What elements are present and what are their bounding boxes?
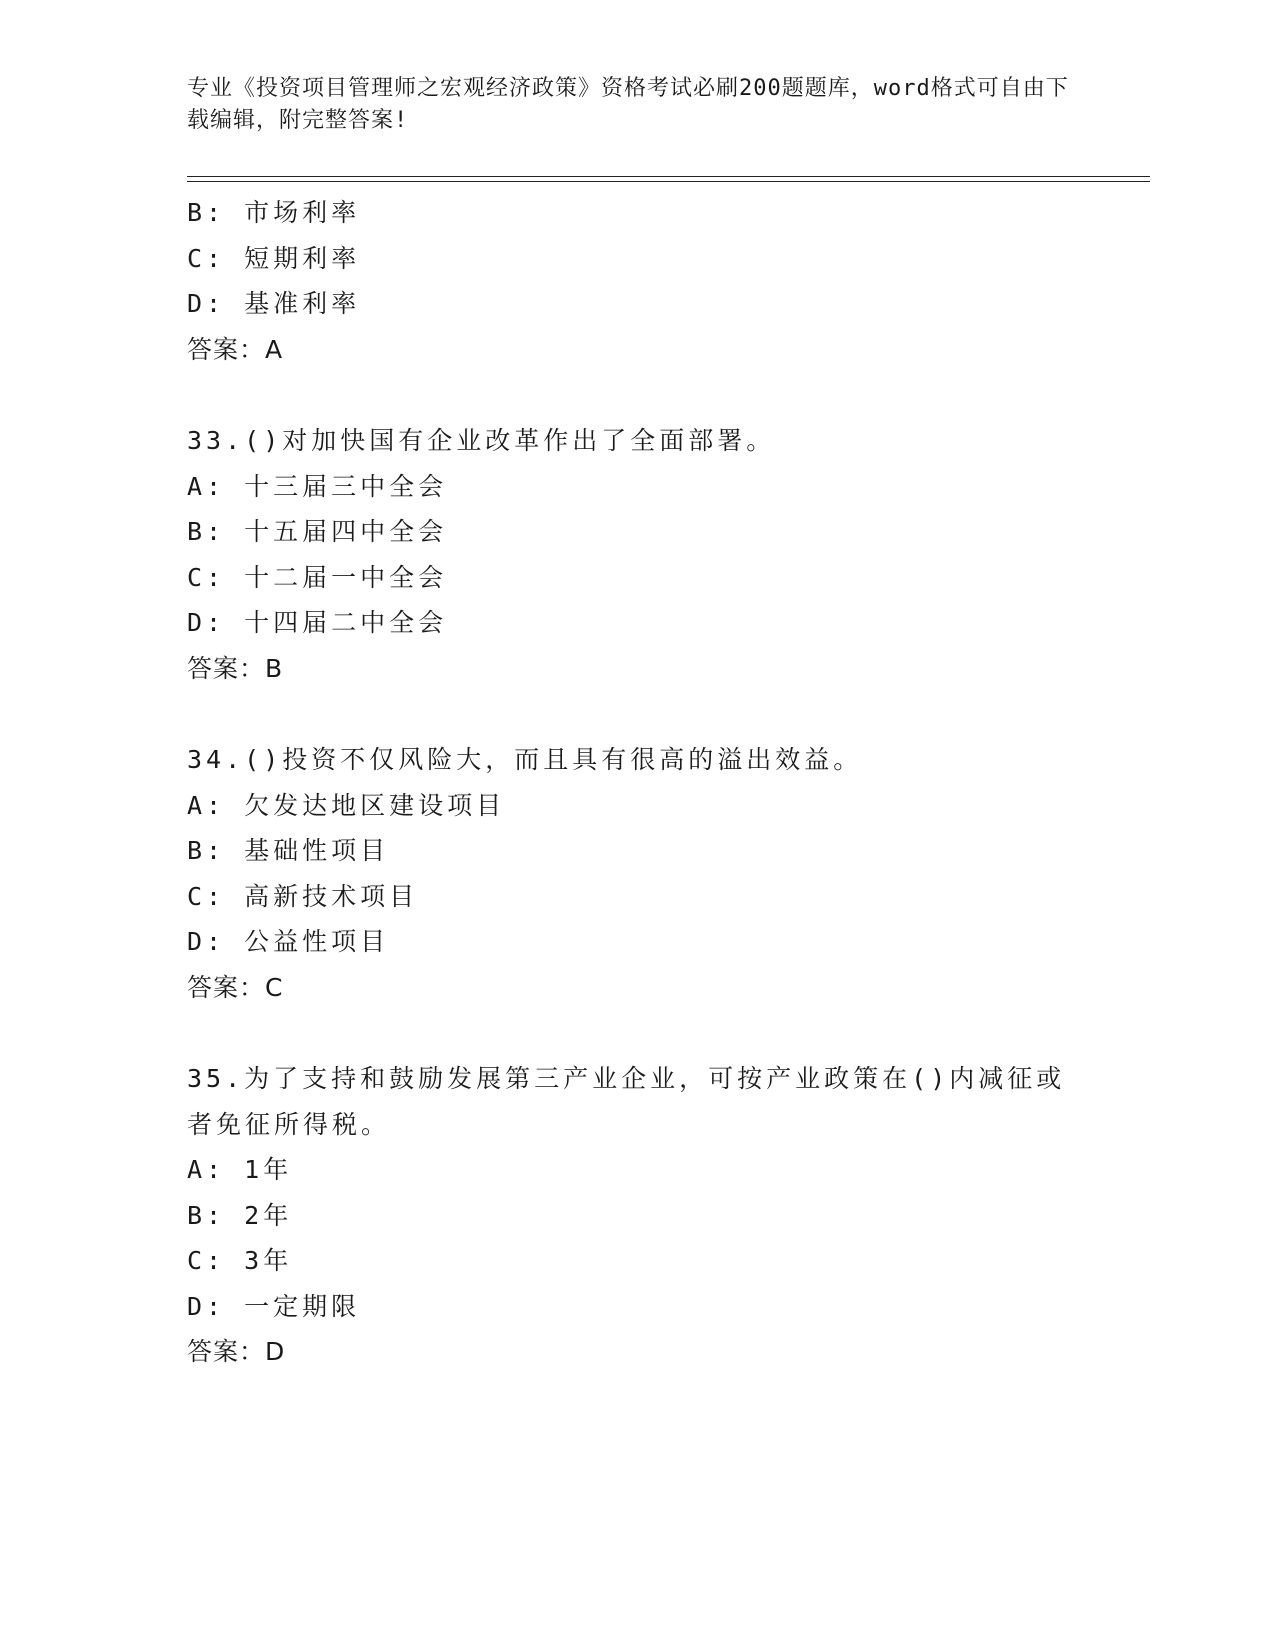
option-c: C: 3年 xyxy=(187,1246,293,1275)
document-header: 专业《投资项目管理师之宏观经济政策》资格考试必刷200题题库，word格式可自由下载编辑，附完整答案! xyxy=(187,76,1069,133)
option-c: C: 短期利率 xyxy=(187,243,361,273)
answer-line: 答案：A xyxy=(187,334,284,364)
option-d: D: 公益性项目 xyxy=(187,927,390,956)
question-block-34 xyxy=(187,737,1087,1010)
question-text: 33.()对加快国有企业改革作出了全面部署。 xyxy=(187,426,776,455)
answer-line: 答案：B xyxy=(187,653,284,683)
option-a: A: 1年 xyxy=(187,1155,293,1184)
question-block-32-partial xyxy=(187,190,1087,372)
question-text: 34.()投资不仅风险大，而且具有很高的溢出效益。 xyxy=(187,745,863,774)
option-b: B: 基础性项目 xyxy=(187,836,390,865)
question-block-35 xyxy=(187,1056,1087,1375)
option-b: B: 十五届四中全会 xyxy=(187,517,448,546)
header-rule-top xyxy=(187,176,1150,177)
question-block-33 xyxy=(187,418,1087,691)
option-d: D: 十四届二中全会 xyxy=(187,608,448,637)
option-c: C: 高新技术项目 xyxy=(187,881,419,911)
option-c: C: 十二届一中全会 xyxy=(187,562,448,592)
answer-line: 答案：D xyxy=(187,1337,286,1366)
option-a: A: 欠发达地区建设项目 xyxy=(187,790,506,820)
option-d: D: 一定期限 xyxy=(187,1291,361,1321)
question-text: 35.为了支持和鼓励发展第三产业企业，可按产业政策在()内减征或者免征所得税。 xyxy=(187,1064,1066,1139)
question-list xyxy=(187,190,1087,1421)
answer-line: 答案：C xyxy=(187,972,284,1002)
header-rule-bottom xyxy=(187,181,1150,182)
option-d: D: 基准利率 xyxy=(187,289,361,318)
option-a: A: 十三届三中全会 xyxy=(187,471,448,501)
option-b: B: 2年 xyxy=(187,1200,293,1230)
option-b: B: 市场利率 xyxy=(187,198,361,227)
